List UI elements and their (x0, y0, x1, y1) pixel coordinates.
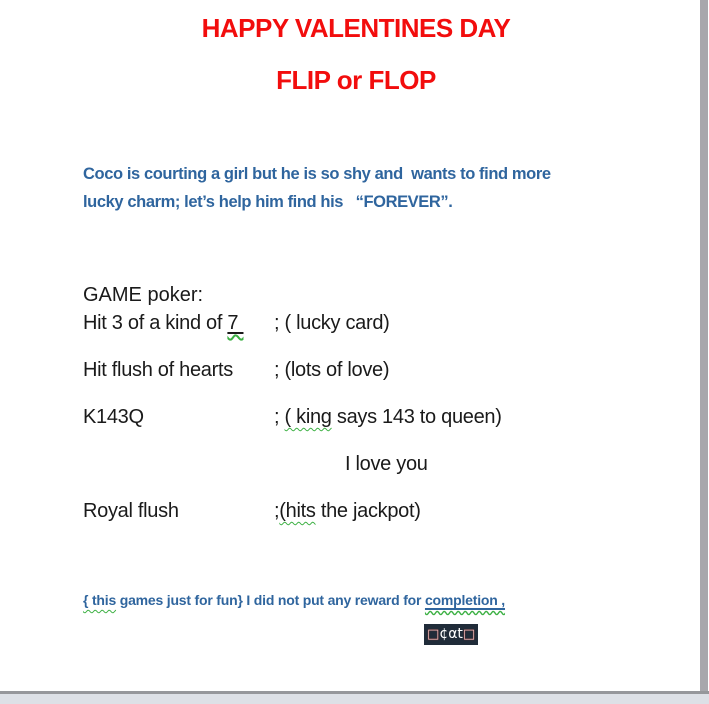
game-line-flush-of-hearts (83, 357, 629, 383)
missing-glyph-box: □ (462, 627, 476, 642)
scrollbar[interactable] (700, 0, 708, 694)
game-line-text: the jackpot) (315, 500, 421, 522)
game-line-text: says 143 to queen) (331, 406, 502, 428)
game-line-right (274, 498, 421, 524)
intro-line-1: Coco is courting a girl but he is so shy and wants to find more (83, 165, 551, 183)
main-title: HAPPY VALENTINES DAY (201, 13, 511, 43)
spellcheck-marked-text: (hits (279, 500, 316, 522)
game-line-text: ; (274, 500, 280, 522)
footer-note (83, 590, 629, 610)
game-line-left: K143Q (83, 406, 144, 428)
spellcheck-marked-text: ( king (284, 406, 332, 428)
underlined-text (425, 592, 505, 608)
spellcheck-marked-text: completion , (424, 592, 506, 608)
game-line-left: Hit flush of hearts (83, 359, 233, 381)
underlined-text (227, 312, 243, 334)
highlighted-stamp (424, 624, 478, 645)
missing-glyph-box: □ (427, 627, 440, 642)
stamp-row (424, 624, 629, 645)
game-line-text: Hit 3 of a kind of (83, 312, 228, 334)
spellcheck-marked-text: { this (83, 592, 117, 608)
game-line-royal-flush (83, 498, 629, 524)
title-block (83, 12, 629, 96)
sub-title: FLIP or FLOP (276, 65, 436, 95)
spellcheck-marked-text: 7 (227, 312, 244, 334)
game-line-three-of-a-kind (83, 310, 629, 336)
game-line-left: Royal flush (83, 500, 179, 522)
stamp-text: ¢αt (439, 626, 463, 642)
footer-text: games just for fun} I did not put any reward for (116, 592, 425, 608)
intro-paragraph (83, 160, 629, 216)
game-line-left (83, 310, 274, 336)
game-line-right: ; (lots of love) (274, 359, 390, 381)
game-line-right (274, 404, 502, 430)
game-heading: GAME poker: (83, 284, 204, 306)
game-line-k143q (83, 404, 629, 430)
page-bottom-edge (0, 691, 709, 704)
intro-line-2: lucky charm; let’s help him find his “FOREVER”. (83, 193, 453, 211)
game-line-right: ; ( lucky card) (274, 312, 390, 334)
love-line: I love you (345, 453, 428, 475)
game-line-text: ; (274, 406, 285, 428)
